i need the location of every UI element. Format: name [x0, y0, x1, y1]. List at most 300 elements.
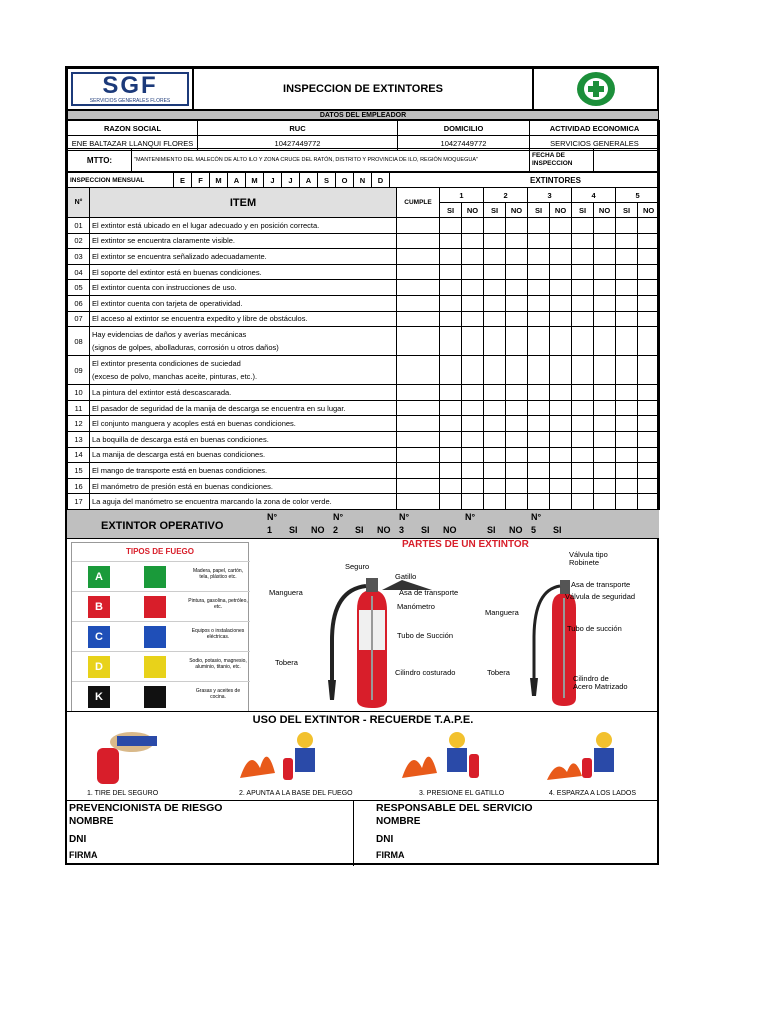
no-check-cell[interactable] — [506, 218, 528, 234]
no-check-cell[interactable] — [550, 385, 572, 401]
fire-class-badge — [88, 596, 110, 618]
sgf-logo — [71, 72, 189, 106]
no-check-cell[interactable] — [506, 280, 528, 296]
no-check-cell[interactable] — [462, 478, 484, 494]
no-check-cell[interactable] — [506, 400, 528, 416]
no-check-cell[interactable] — [638, 463, 660, 479]
month-cell[interactable]: O — [336, 173, 354, 188]
fire-class-icon — [144, 656, 166, 678]
item-number: 08 — [68, 327, 90, 356]
no-check-cell[interactable] — [594, 327, 616, 356]
si-check-cell[interactable] — [616, 447, 638, 463]
no-check-cell[interactable] — [638, 494, 660, 510]
operativo-si[interactable]: SI — [289, 525, 298, 535]
no-check-cell[interactable] — [506, 249, 528, 265]
no-check-cell[interactable] — [462, 295, 484, 311]
dni-label-left: DNI — [69, 834, 87, 845]
no-check-cell[interactable] — [550, 311, 572, 327]
actividad-label: ACTIVIDAD ECONOMICA — [530, 121, 660, 136]
si-check-cell[interactable] — [484, 447, 506, 463]
si-check-cell[interactable] — [616, 249, 638, 265]
si-check-cell[interactable] — [528, 218, 550, 234]
si-check-cell[interactable] — [572, 478, 594, 494]
no-check-cell[interactable] — [594, 295, 616, 311]
prevencionista-title: PREVENCIONISTA DE RIESGO — [69, 802, 223, 814]
no-check-cell[interactable] — [462, 385, 484, 401]
item-number: 09 — [68, 356, 90, 385]
si-check-cell[interactable] — [616, 478, 638, 494]
no-check-cell[interactable] — [638, 416, 660, 432]
operativo-si[interactable]: SI — [421, 525, 430, 535]
tape-step-label: 3. PRESIONE EL GATILLO — [419, 790, 505, 797]
si-check-cell[interactable] — [572, 218, 594, 234]
si-check-cell[interactable] — [528, 356, 550, 385]
si-check-cell[interactable] — [484, 385, 506, 401]
si-check-cell[interactable] — [528, 327, 550, 356]
si-check-cell[interactable] — [484, 400, 506, 416]
si-check-cell[interactable] — [484, 356, 506, 385]
no-check-cell[interactable] — [550, 249, 572, 265]
operativo-no[interactable]: NO — [509, 525, 523, 535]
no-check-cell[interactable] — [638, 356, 660, 385]
no-check-cell[interactable] — [638, 233, 660, 249]
no-check-cell[interactable] — [550, 233, 572, 249]
si-check-cell[interactable] — [484, 416, 506, 432]
no-check-cell[interactable] — [550, 280, 572, 296]
no-check-cell[interactable] — [462, 356, 484, 385]
si-check-cell[interactable] — [484, 264, 506, 280]
si-check-cell[interactable] — [572, 249, 594, 265]
operativo-no[interactable]: NO — [377, 525, 391, 535]
checklist-row — [68, 327, 660, 356]
si-check-cell[interactable] — [440, 295, 462, 311]
si-check-cell[interactable] — [572, 311, 594, 327]
no-check-cell[interactable] — [506, 494, 528, 510]
item-number: 15 — [68, 463, 90, 479]
no-check-cell[interactable] — [638, 400, 660, 416]
no-check-cell[interactable] — [638, 431, 660, 447]
si-check-cell[interactable] — [616, 494, 638, 510]
no-check-cell[interactable] — [638, 327, 660, 356]
si-check-cell[interactable] — [440, 264, 462, 280]
si-check-cell[interactable] — [440, 249, 462, 265]
si-check-cell[interactable] — [484, 327, 506, 356]
no-check-cell[interactable] — [462, 327, 484, 356]
tape-title: USO DEL EXTINTOR - RECUERDE T.A.P.E. — [67, 711, 659, 726]
no-check-cell[interactable] — [462, 400, 484, 416]
cumple-cell[interactable] — [397, 311, 440, 327]
operativo-si[interactable]: SI — [487, 525, 496, 535]
no-check-cell[interactable] — [638, 447, 660, 463]
cumple-cell[interactable] — [397, 280, 440, 296]
checklist-row — [68, 280, 660, 296]
item-text — [90, 233, 397, 249]
checklist-row — [68, 233, 660, 249]
signature-section — [67, 800, 659, 865]
ruc-value: 10427449772 — [198, 136, 398, 151]
no-check-cell[interactable] — [594, 218, 616, 234]
si-check-cell[interactable] — [440, 385, 462, 401]
si-check-cell[interactable] — [484, 494, 506, 510]
si-check-cell[interactable] — [572, 327, 594, 356]
month-cell[interactable]: E — [174, 173, 192, 188]
no-check-cell[interactable] — [594, 385, 616, 401]
month-cell[interactable]: M — [246, 173, 264, 188]
si-check-cell[interactable] — [528, 264, 550, 280]
si-check-cell[interactable] — [440, 463, 462, 479]
fire-class-row — [72, 561, 250, 591]
operativo-no[interactable]: NO — [311, 525, 325, 535]
si-check-cell[interactable] — [440, 311, 462, 327]
item-text-line: (signos de golpes, abolladuras, corrosión u otros daños) — [92, 343, 279, 353]
si-check-cell[interactable] — [616, 264, 638, 280]
fire-class-row — [72, 681, 250, 711]
no-check-cell[interactable] — [506, 431, 528, 447]
sgf-logo-subtitle: SERVICIOS GENERALES FLORES — [89, 98, 171, 104]
extintor-operativo-bar — [67, 509, 659, 539]
mtto-value: "MANTENIMIENTO DEL MALECÓN DE ALTO ILO Y ZONA CRUCE DEL RATÓN, DISTRITO Y PROVINCIA DE ILO, REGIÓN MOQUEGUA" — [132, 149, 530, 172]
cumple-cell[interactable] — [397, 249, 440, 265]
operativo-n-label: N° — [333, 512, 344, 522]
month-cell[interactable]: J — [282, 173, 300, 188]
si-check-cell[interactable] — [484, 478, 506, 494]
month-cell[interactable]: S — [318, 173, 336, 188]
si-check-cell[interactable] — [616, 416, 638, 432]
month-cell[interactable]: A — [228, 173, 246, 188]
item-text — [90, 218, 397, 234]
operativo-number: 5 — [531, 525, 537, 535]
item-text-line: El mango de transporte está en buenas condiciones. — [92, 465, 268, 475]
month-cell[interactable]: D — [372, 173, 390, 188]
tape-images — [67, 726, 659, 790]
si-check-cell[interactable] — [440, 478, 462, 494]
no-check-cell[interactable] — [638, 385, 660, 401]
part-label: Manguera — [269, 588, 303, 597]
fire-class-letter: C — [95, 631, 103, 643]
no-check-cell[interactable] — [550, 327, 572, 356]
fire-class-badge — [88, 656, 110, 678]
no-check-cell[interactable] — [550, 447, 572, 463]
si-check-cell[interactable] — [440, 356, 462, 385]
no-check-cell[interactable] — [550, 356, 572, 385]
cumple-cell[interactable] — [397, 264, 440, 280]
si-check-cell[interactable] — [440, 233, 462, 249]
month-cell[interactable]: M — [210, 173, 228, 188]
part-label: Gatillo — [395, 572, 417, 581]
no-check-cell[interactable] — [506, 327, 528, 356]
no-check-cell[interactable] — [638, 280, 660, 296]
si-check-cell[interactable] — [572, 264, 594, 280]
si-check-cell[interactable] — [616, 356, 638, 385]
si-check-cell[interactable] — [528, 249, 550, 265]
item-text-line: El manómetro de presión está en buenas condiciones. — [92, 481, 273, 491]
si-check-cell[interactable] — [484, 295, 506, 311]
no-check-cell[interactable] — [462, 494, 484, 510]
si-check-cell[interactable] — [616, 463, 638, 479]
fire-types-title: TIPOS DE FUEGO — [125, 547, 194, 556]
domicilio-label: DOMICILIO — [398, 121, 530, 136]
firma-field-left[interactable] — [127, 850, 347, 864]
no-check-cell[interactable] — [594, 478, 616, 494]
no-check-cell[interactable] — [594, 463, 616, 479]
part-label: Robinete — [569, 558, 600, 567]
si-check-cell[interactable] — [528, 478, 550, 494]
no-check-cell[interactable] — [506, 295, 528, 311]
si-check-cell[interactable] — [440, 447, 462, 463]
si-check-cell[interactable] — [572, 447, 594, 463]
cumple-cell[interactable] — [397, 494, 440, 510]
no-check-cell[interactable] — [550, 463, 572, 479]
cumple-cell[interactable] — [397, 327, 440, 356]
item-number: 07 — [68, 311, 90, 327]
no-check-cell[interactable] — [594, 311, 616, 327]
si-check-cell[interactable] — [616, 280, 638, 296]
part-label: Acero Matrizado — [573, 682, 628, 691]
firma-field-right[interactable] — [433, 850, 653, 864]
cumple-cell[interactable] — [397, 385, 440, 401]
cumple-cell[interactable] — [397, 356, 440, 385]
no-check-cell[interactable] — [550, 295, 572, 311]
si-check-cell[interactable] — [572, 295, 594, 311]
si-check-cell[interactable] — [440, 494, 462, 510]
item-number: 05 — [68, 280, 90, 296]
firma-label-right: FIRMA — [376, 850, 405, 860]
no-check-cell[interactable] — [594, 356, 616, 385]
no-check-cell[interactable] — [550, 478, 572, 494]
si-check-cell[interactable] — [528, 233, 550, 249]
cumple-cell[interactable] — [397, 416, 440, 432]
si-check-cell[interactable] — [484, 311, 506, 327]
cumple-cell[interactable] — [397, 400, 440, 416]
si-check-cell[interactable] — [616, 327, 638, 356]
si-header: SI — [528, 203, 550, 218]
checklist-row — [68, 385, 660, 401]
part-label: Tobera — [275, 658, 298, 667]
si-check-cell[interactable] — [528, 463, 550, 479]
razon-social-value: ENE BALTAZAR LLANQUI FLORES — [68, 136, 198, 151]
fecha-inspeccion-value[interactable] — [594, 149, 660, 172]
checklist-row — [68, 431, 660, 447]
part-label: Tubo de Succión — [397, 631, 454, 640]
si-check-cell[interactable] — [440, 416, 462, 432]
item-text — [90, 494, 397, 510]
no-check-cell[interactable] — [594, 249, 616, 265]
no-check-cell[interactable] — [506, 447, 528, 463]
si-check-cell[interactable] — [572, 494, 594, 510]
cumple-cell[interactable] — [397, 233, 440, 249]
si-check-cell[interactable] — [616, 431, 638, 447]
no-check-cell[interactable] — [462, 233, 484, 249]
si-check-cell[interactable] — [616, 295, 638, 311]
fire-class-letter: K — [95, 691, 103, 703]
sweep-sides-illustration — [542, 728, 637, 786]
operativo-number: 3 — [399, 525, 405, 535]
employer-section-title: DATOS DEL EMPLEADOR — [67, 110, 659, 120]
cumple-cell[interactable] — [397, 463, 440, 479]
no-check-cell[interactable] — [506, 478, 528, 494]
no-check-cell[interactable] — [550, 264, 572, 280]
si-check-cell[interactable] — [484, 463, 506, 479]
si-check-cell[interactable] — [572, 431, 594, 447]
si-check-cell[interactable] — [440, 431, 462, 447]
dni-field-right[interactable] — [433, 834, 653, 848]
item-text — [90, 463, 397, 479]
si-check-cell[interactable] — [572, 463, 594, 479]
item-header: ITEM — [90, 188, 397, 218]
no-check-cell[interactable] — [594, 447, 616, 463]
si-check-cell[interactable] — [528, 447, 550, 463]
ruc-label: RUC — [198, 121, 398, 136]
no-check-cell[interactable] — [594, 431, 616, 447]
no-check-cell[interactable] — [594, 494, 616, 510]
no-check-cell[interactable] — [550, 494, 572, 510]
no-header: NO — [506, 203, 528, 218]
checklist-row — [68, 218, 660, 234]
signature-divider — [353, 801, 354, 866]
cumple-cell[interactable] — [397, 478, 440, 494]
no-check-cell[interactable] — [462, 447, 484, 463]
si-check-cell[interactable] — [616, 311, 638, 327]
part-label: Cilindro de — [573, 674, 609, 683]
no-check-cell[interactable] — [506, 356, 528, 385]
si-check-cell[interactable] — [528, 400, 550, 416]
si-check-cell[interactable] — [440, 400, 462, 416]
no-check-cell[interactable] — [506, 233, 528, 249]
si-check-cell[interactable] — [572, 400, 594, 416]
si-check-cell[interactable] — [572, 385, 594, 401]
si-check-cell[interactable] — [440, 327, 462, 356]
no-check-cell[interactable] — [550, 218, 572, 234]
si-check-cell[interactable] — [572, 356, 594, 385]
no-check-cell[interactable] — [462, 280, 484, 296]
month-cell[interactable]: N — [354, 173, 372, 188]
item-number: 11 — [68, 400, 90, 416]
item-text-line: La manija de descarga está en buenas condiciones. — [92, 450, 266, 460]
no-check-cell[interactable] — [462, 264, 484, 280]
item-text-line: El soporte del extintor está en buenas condiciones. — [92, 267, 262, 277]
si-check-cell[interactable] — [528, 494, 550, 510]
si-check-cell[interactable] — [572, 280, 594, 296]
cumple-cell[interactable] — [397, 295, 440, 311]
no-check-cell[interactable] — [638, 218, 660, 234]
fire-class-row — [72, 651, 250, 681]
si-header: SI — [616, 203, 638, 218]
item-number: 04 — [68, 264, 90, 280]
no-check-cell[interactable] — [594, 416, 616, 432]
item-text-line: El extintor se encuentra señalizado adecuadamente. — [92, 251, 267, 261]
no-check-cell[interactable] — [550, 400, 572, 416]
nombre-field-left[interactable] — [127, 816, 347, 830]
item-text-line: (exceso de polvo, manchas aceite, pinturas, etc.). — [92, 372, 258, 382]
item-text-line: La pintura del extintor está descascarada. — [92, 387, 232, 397]
si-check-cell[interactable] — [528, 431, 550, 447]
no-check-cell[interactable] — [594, 233, 616, 249]
si-check-cell[interactable] — [528, 280, 550, 296]
si-check-cell[interactable] — [616, 233, 638, 249]
cumple-cell[interactable] — [397, 218, 440, 234]
inspeccion-mensual-label: INSPECCION MENSUAL — [68, 173, 174, 188]
cumple-cell[interactable] — [397, 447, 440, 463]
operativo-no[interactable]: NO — [443, 525, 457, 535]
extintor-operativo-label: EXTINTOR OPERATIVO — [101, 520, 224, 532]
dni-field-left[interactable] — [127, 834, 347, 848]
no-check-cell[interactable] — [506, 463, 528, 479]
si-check-cell[interactable] — [484, 218, 506, 234]
fire-class-icon — [144, 566, 166, 588]
checklist-row — [68, 264, 660, 280]
no-check-cell[interactable] — [506, 416, 528, 432]
item-text — [90, 447, 397, 463]
nombre-field-right[interactable] — [433, 816, 653, 830]
operativo-si[interactable]: SI — [553, 525, 562, 535]
si-check-cell[interactable] — [572, 233, 594, 249]
no-check-cell[interactable] — [462, 249, 484, 265]
si-check-cell[interactable] — [440, 218, 462, 234]
no-check-cell[interactable] — [506, 385, 528, 401]
sgf-logo-text: SGF — [102, 72, 158, 99]
cumple-cell[interactable] — [397, 431, 440, 447]
no-header: NO — [462, 203, 484, 218]
si-check-cell[interactable] — [528, 311, 550, 327]
month-cell[interactable]: A — [300, 173, 318, 188]
si-header: SI — [484, 203, 506, 218]
no-check-cell[interactable] — [550, 431, 572, 447]
no-check-cell[interactable] — [550, 416, 572, 432]
no-check-cell[interactable] — [506, 311, 528, 327]
month-cell[interactable]: J — [264, 173, 282, 188]
part-label: Válvula tipo — [569, 550, 608, 559]
no-check-cell[interactable] — [638, 264, 660, 280]
no-check-cell[interactable] — [462, 463, 484, 479]
si-check-cell[interactable] — [484, 280, 506, 296]
no-check-cell[interactable] — [638, 295, 660, 311]
si-check-cell[interactable] — [616, 218, 638, 234]
item-text — [90, 356, 397, 385]
no-check-cell[interactable] — [462, 311, 484, 327]
si-check-cell[interactable] — [528, 295, 550, 311]
si-check-cell[interactable] — [484, 233, 506, 249]
no-check-cell[interactable] — [594, 280, 616, 296]
no-check-cell[interactable] — [638, 311, 660, 327]
checklist-row — [68, 416, 660, 432]
si-check-cell[interactable] — [528, 385, 550, 401]
no-check-cell[interactable] — [462, 416, 484, 432]
no-check-cell[interactable] — [506, 264, 528, 280]
item-number: 14 — [68, 447, 90, 463]
item-text — [90, 311, 397, 327]
no-check-cell[interactable] — [594, 264, 616, 280]
si-check-cell[interactable] — [484, 431, 506, 447]
operativo-n-label: N° — [267, 512, 278, 522]
no-check-cell[interactable] — [462, 218, 484, 234]
no-check-cell[interactable] — [594, 400, 616, 416]
si-check-cell[interactable] — [484, 249, 506, 265]
fire-class-badge — [88, 686, 110, 708]
si-check-cell[interactable] — [440, 280, 462, 296]
si-check-cell[interactable] — [528, 416, 550, 432]
si-check-cell[interactable] — [616, 385, 638, 401]
operativo-si[interactable]: SI — [355, 525, 364, 535]
no-check-cell[interactable] — [638, 478, 660, 494]
checklist-row — [68, 447, 660, 463]
extintor-number-header: 3 — [528, 188, 572, 203]
part-label: Asa de transporte — [571, 580, 631, 589]
si-check-cell[interactable] — [572, 416, 594, 432]
month-cell[interactable]: F — [192, 173, 210, 188]
si-check-cell[interactable] — [616, 400, 638, 416]
no-check-cell[interactable] — [638, 249, 660, 265]
no-check-cell[interactable] — [462, 431, 484, 447]
